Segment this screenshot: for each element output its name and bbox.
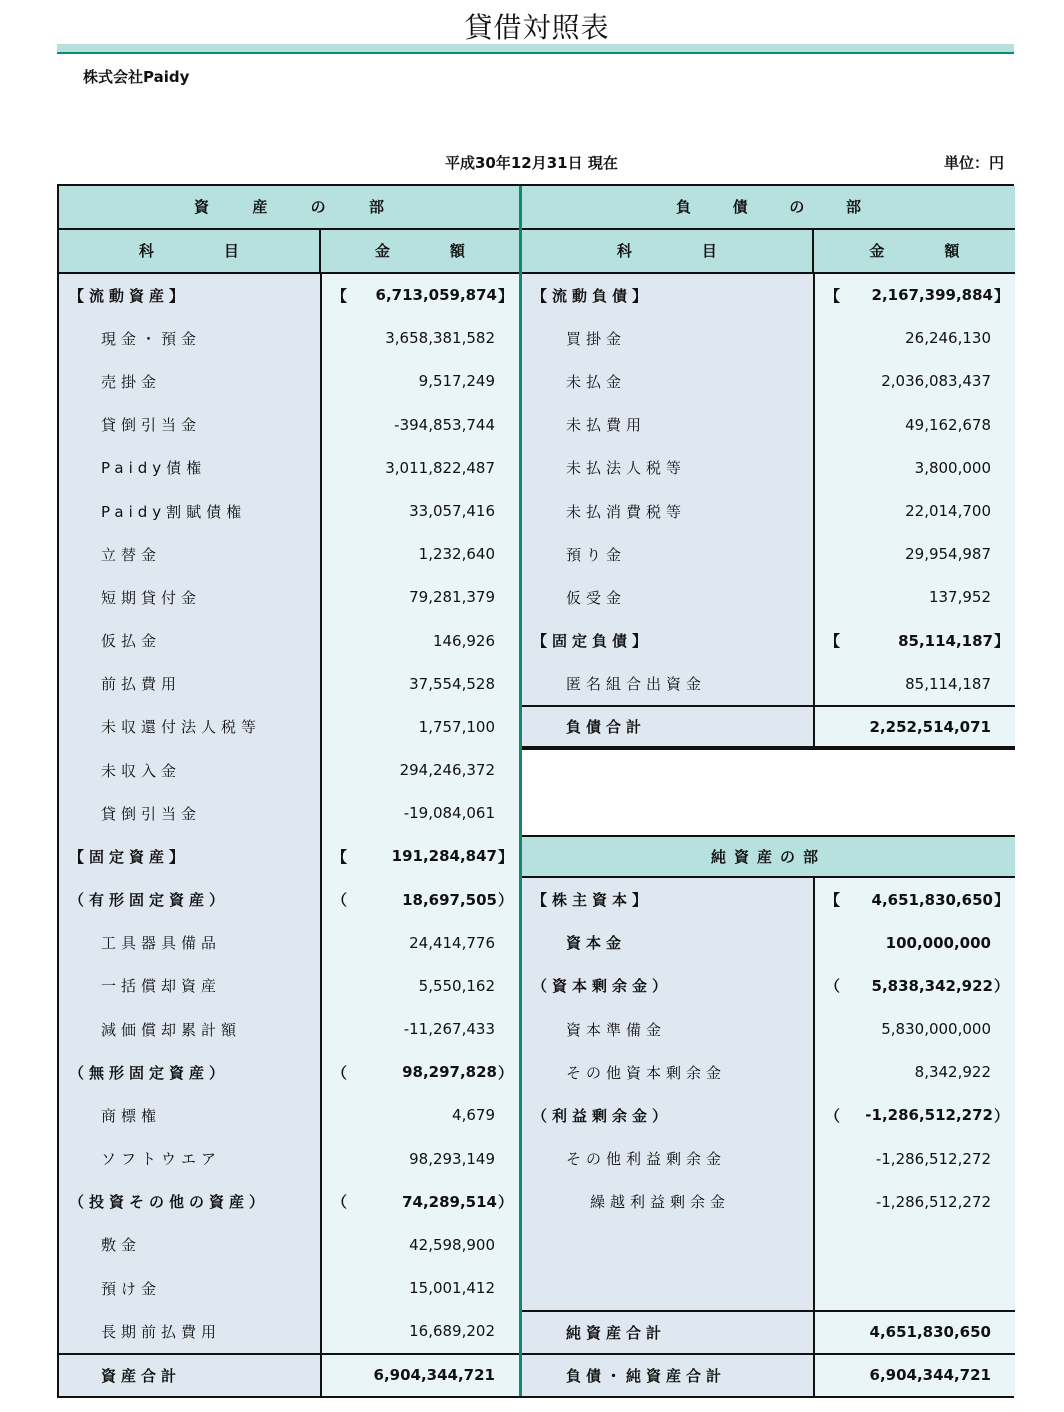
amount-cell	[320, 835, 519, 878]
item-label: その他資本剰余金	[566, 1063, 727, 1082]
close-bracket: ）	[497, 1063, 513, 1082]
item-label-cell	[522, 360, 813, 403]
amount-value: 85,114,187	[905, 674, 991, 693]
item-label-cell	[522, 1051, 813, 1094]
item-label: 貸倒引当金	[101, 804, 202, 823]
open-bracket: （	[332, 1193, 348, 1212]
amount-value: 2,036,083,437	[881, 372, 991, 391]
assets-column	[59, 186, 522, 1396]
balance-sheet-table	[57, 184, 1014, 1398]
item-label: 売掛金	[101, 372, 162, 391]
item-label: （投資その他の資産）	[69, 1193, 270, 1212]
table-row	[522, 1310, 1015, 1353]
item-label: 純資産合計	[566, 1323, 667, 1342]
item-label-cell	[59, 360, 320, 403]
item-label-cell	[522, 533, 813, 576]
amount-cell	[813, 619, 1015, 662]
table-row	[522, 274, 1015, 317]
close-bracket: ）	[497, 891, 513, 910]
item-label: 未払消費税等	[566, 502, 687, 521]
item-label-cell	[59, 705, 320, 748]
amount-value: -11,267,433	[403, 1020, 495, 1039]
item-label: 預り金	[566, 545, 627, 564]
table-row	[59, 1094, 519, 1137]
item-label: 前払費用	[101, 675, 182, 694]
close-bracket: 】	[993, 632, 1009, 651]
table-row	[522, 403, 1015, 446]
item-label-cell	[59, 446, 320, 489]
amount-cell	[813, 1355, 1015, 1396]
table-row	[59, 748, 519, 791]
amount-value: 8,342,922	[914, 1063, 991, 1082]
item-label-cell	[59, 878, 320, 921]
table-row	[522, 705, 1015, 748]
amount-cell	[320, 446, 519, 489]
table-row	[59, 964, 519, 1007]
amount-cell	[813, 576, 1015, 619]
item-label: その他利益剰余金	[566, 1150, 727, 1169]
amount-cell	[813, 1137, 1015, 1180]
amount-cell	[813, 1267, 1015, 1310]
item-label: 【流動負債】	[532, 286, 653, 305]
amount-cell	[320, 533, 519, 576]
table-row	[59, 274, 519, 317]
amount-cell	[320, 1007, 519, 1050]
table-row	[59, 1267, 519, 1310]
item-label-cell	[522, 403, 813, 446]
table-row	[59, 489, 519, 532]
table-row	[522, 533, 1015, 576]
item-label: 負債・純資産合計	[566, 1366, 727, 1385]
item-label-cell	[59, 792, 320, 835]
table-row	[522, 1051, 1015, 1094]
table-row	[522, 619, 1015, 662]
amount-cell	[320, 748, 519, 791]
item-label-cell	[59, 835, 320, 878]
table-row	[59, 1310, 519, 1353]
item-label-cell	[59, 1267, 320, 1310]
amount-cell	[813, 1008, 1015, 1051]
label-char: 債	[732, 198, 748, 217]
title-band	[57, 44, 1014, 52]
amount-value: 3,658,381,582	[385, 329, 495, 348]
liabilities-column-headers	[522, 230, 1015, 274]
amount-value: 4,651,830,650	[869, 1323, 991, 1342]
amount-cell	[320, 792, 519, 835]
liabilities-column	[522, 186, 1015, 1396]
item-label: 繰越利益剰余金	[590, 1193, 731, 1212]
table-row	[59, 835, 519, 878]
item-label-cell	[522, 1180, 813, 1223]
item-label-cell	[59, 1355, 320, 1396]
amount-cell	[320, 1223, 519, 1266]
table-row	[59, 317, 519, 360]
item-label-cell	[522, 707, 813, 746]
amount-cell	[320, 1051, 519, 1094]
amount-value: 85,114,187	[898, 631, 993, 650]
item-label: （資本剰余金）	[532, 977, 673, 996]
item-label-cell	[59, 1223, 320, 1266]
amount-value: -1,286,512,272	[875, 1192, 991, 1211]
amount-cell	[813, 921, 1015, 964]
item-label: 匿名組合出資金	[566, 675, 707, 694]
item-label-cell	[522, 274, 813, 317]
amount-value: 79,281,379	[409, 588, 495, 607]
amount-cell	[813, 1223, 1015, 1266]
item-label-cell	[522, 1137, 813, 1180]
item-label-cell	[522, 964, 813, 1007]
table-row	[522, 360, 1015, 403]
amount-cell	[320, 1137, 519, 1180]
amount-value: 137,952	[928, 588, 991, 607]
item-label-cell	[522, 1008, 813, 1051]
item-label: 預け金	[101, 1279, 162, 1298]
as-of-date: 平成30年12月31日 現在	[445, 154, 618, 172]
open-bracket: （	[825, 1106, 841, 1125]
item-label: 一括償却資産	[101, 977, 222, 996]
net-assets-section-header	[522, 835, 1015, 878]
item-label: 長期前払費用	[101, 1322, 222, 1341]
amount-value: 4,679	[452, 1106, 495, 1125]
close-bracket: 】	[993, 286, 1009, 305]
item-header	[617, 240, 717, 261]
item-label: 仮受金	[566, 588, 627, 607]
amount-cell	[813, 274, 1015, 317]
item-label-cell	[59, 489, 320, 532]
amount-cell	[320, 274, 519, 317]
item-label-cell	[59, 317, 320, 360]
amount-cell	[320, 1267, 519, 1310]
label-char: の	[789, 198, 805, 217]
item-label: 【固定負債】	[532, 632, 653, 651]
amount-value: -1,286,512,272	[875, 1149, 991, 1168]
amount-cell	[320, 921, 519, 964]
amount-cell	[813, 360, 1015, 403]
item-label: （利益剰余金）	[532, 1106, 673, 1125]
liabilities-header-label	[676, 196, 861, 217]
item-label: 貸倒引当金	[101, 416, 202, 435]
amount-value: 29,954,987	[905, 545, 991, 564]
amount-cell	[320, 619, 519, 662]
amount-cell	[320, 1180, 519, 1223]
amount-value: 42,598,900	[409, 1235, 495, 1254]
amount-cell	[813, 1312, 1015, 1353]
amount-cell	[813, 878, 1015, 921]
item-label-cell	[522, 317, 813, 360]
close-bracket: 】	[993, 891, 1009, 910]
item-label: 立替金	[101, 545, 162, 564]
item-label-cell	[522, 1223, 813, 1266]
item-label: 未収還付法人税等	[101, 718, 262, 737]
amount-cell	[813, 1051, 1015, 1094]
amount-value: 5,838,342,922	[871, 976, 993, 995]
open-bracket: 【	[332, 286, 348, 305]
amount-value: 146,926	[432, 631, 495, 650]
item-label-cell	[522, 1312, 813, 1353]
label-char: の	[310, 198, 326, 217]
item-label: 【流動資産】	[69, 286, 190, 305]
item-label-cell	[522, 489, 813, 532]
amount-cell	[813, 317, 1015, 360]
close-bracket: ）	[993, 977, 1009, 996]
item-label: 商標権	[101, 1106, 162, 1125]
table-row	[522, 662, 1015, 705]
amount-value: 9,517,249	[418, 372, 495, 391]
table-row	[59, 1223, 519, 1266]
table-row	[59, 705, 519, 748]
company-name: 株式会社Paidy	[83, 68, 190, 86]
amount-value: 37,554,528	[409, 674, 495, 693]
table-row	[522, 964, 1015, 1007]
label-char: 金	[869, 242, 885, 261]
amount-cell	[320, 403, 519, 446]
table-row	[522, 1353, 1015, 1396]
amount-value: 3,011,822,487	[385, 458, 495, 477]
amount-value: 33,057,416	[409, 502, 495, 520]
table-row	[59, 662, 519, 705]
table-row	[522, 921, 1015, 964]
amount-cell	[813, 1094, 1015, 1137]
item-label-cell	[59, 619, 320, 662]
amount-value: -19,084,061	[403, 804, 495, 823]
item-label: （無形固定資産）	[69, 1063, 230, 1082]
amount-cell	[813, 489, 1015, 532]
amount-value: 3,800,000	[914, 458, 991, 477]
amount-cell	[320, 489, 519, 532]
close-bracket: ）	[497, 1193, 513, 1212]
assets-header-label	[194, 196, 384, 217]
table-row	[59, 792, 519, 835]
item-label-cell	[522, 576, 813, 619]
amount-cell	[320, 878, 519, 921]
amount-cell	[813, 1180, 1015, 1223]
table-row	[59, 619, 519, 662]
amount-value: 6,713,059,874	[375, 286, 497, 305]
table-row	[522, 1137, 1015, 1180]
amount-value: 100,000,000	[885, 933, 991, 952]
amount-value: 191,284,847	[391, 847, 497, 866]
table-row	[59, 533, 519, 576]
table-row	[59, 878, 519, 921]
item-label: 【固定資産】	[69, 847, 190, 866]
item-label: 敷金	[101, 1236, 142, 1255]
item-label: 短期貸付金	[101, 588, 202, 607]
close-bracket: 】	[497, 847, 513, 866]
label-char: 目	[223, 242, 239, 261]
table-row	[59, 360, 519, 403]
amount-cell	[320, 1310, 519, 1353]
amount-value: 5,830,000,000	[881, 1020, 991, 1039]
table-row	[522, 878, 1015, 921]
assets-column-headers	[59, 230, 519, 274]
amount-value: 16,689,202	[409, 1322, 495, 1341]
net-assets-header-label: 純資産の部	[710, 847, 826, 866]
amount-value: 98,293,149	[409, 1149, 495, 1168]
item-label-cell	[59, 403, 320, 446]
table-row	[522, 1094, 1015, 1137]
amount-value: 2,167,399,884	[871, 286, 993, 305]
table-row	[522, 1008, 1015, 1051]
table-row	[59, 1353, 519, 1396]
amount-value: 1,232,640	[418, 545, 495, 564]
table-row	[59, 921, 519, 964]
item-label: 未払法人税等	[566, 459, 687, 478]
item-label-cell	[522, 1094, 813, 1137]
amount-value: 1,757,100	[418, 717, 495, 736]
item-label-cell	[59, 748, 320, 791]
item-header	[139, 240, 239, 261]
table-row	[59, 1051, 519, 1094]
label-char: 部	[845, 198, 861, 217]
item-label-cell	[59, 533, 320, 576]
amount-value: -1,286,512,272	[865, 1106, 993, 1125]
amount-cell	[813, 533, 1015, 576]
page-title: 貸借対照表	[464, 11, 610, 44]
table-row	[59, 403, 519, 446]
amount-cell	[320, 576, 519, 619]
unit-label: 単位：円	[944, 154, 1005, 172]
item-label: 資本準備金	[566, 1020, 667, 1039]
table-row	[59, 446, 519, 489]
amount-value: 49,162,678	[905, 415, 991, 434]
item-label-cell	[59, 1051, 320, 1094]
label-char: 科	[616, 242, 632, 261]
item-label: 未払金	[566, 372, 627, 391]
item-label-cell	[522, 619, 813, 662]
amount-value: 15,001,412	[409, 1279, 495, 1298]
item-label-cell	[59, 1310, 320, 1353]
item-label: Paidy割賦債権	[101, 502, 247, 521]
assets-section-header	[59, 186, 519, 230]
item-label: Paidy債権	[101, 459, 207, 478]
amount-cell	[320, 1094, 519, 1137]
item-label: 【株主資本】	[532, 891, 653, 910]
item-label: 未払費用	[566, 416, 647, 435]
amount-cell	[320, 705, 519, 748]
empty-row	[522, 1223, 1015, 1266]
table-row	[59, 1137, 519, 1180]
label-char: 額	[944, 242, 960, 261]
item-label: 工具器具備品	[101, 934, 222, 953]
empty-row	[522, 1267, 1015, 1310]
amount-value: 6,904,344,721	[869, 1366, 991, 1385]
amount-cell	[813, 403, 1015, 446]
label-char: 資	[194, 198, 210, 217]
table-row	[522, 317, 1015, 360]
table-row	[59, 1007, 519, 1050]
amount-value: 22,014,700	[905, 502, 991, 520]
item-label: ソフトウエア	[101, 1150, 222, 1169]
item-label-cell	[59, 1007, 320, 1050]
amount-cell	[813, 446, 1015, 489]
item-label-cell	[522, 878, 813, 921]
item-label-cell	[59, 964, 320, 1007]
label-char: 額	[449, 242, 465, 261]
item-label: （有形固定資産）	[69, 891, 230, 910]
table-row	[522, 489, 1015, 532]
table-row	[522, 1180, 1015, 1223]
item-label-cell	[59, 1180, 320, 1223]
item-label: 現金・預金	[101, 329, 202, 348]
item-label: 未収入金	[101, 761, 182, 780]
amount-value: 6,904,344,721	[373, 1366, 495, 1385]
amount-value: 98,297,828	[402, 1063, 497, 1082]
amount-cell	[320, 1355, 519, 1396]
close-bracket: 】	[497, 286, 513, 305]
table-row	[522, 446, 1015, 489]
label-char: 科	[138, 242, 154, 261]
amount-cell	[320, 360, 519, 403]
amount-value: 24,414,776	[409, 933, 495, 952]
amount-cell	[813, 964, 1015, 1007]
close-bracket: ）	[993, 1106, 1009, 1125]
item-label: 負債合計	[566, 718, 647, 737]
amount-value: -394,853,744	[394, 415, 495, 434]
item-label-cell	[522, 662, 813, 705]
amount-value: 4,651,830,650	[871, 890, 993, 909]
item-label-cell	[59, 576, 320, 619]
item-label-cell	[522, 1267, 813, 1310]
open-bracket: （	[332, 1063, 348, 1082]
table-row	[522, 576, 1015, 619]
item-label-cell	[59, 921, 320, 964]
blank-space	[522, 748, 1015, 834]
item-label-cell	[59, 662, 320, 705]
label-char: 産	[252, 198, 268, 217]
label-char: 負	[676, 198, 692, 217]
amount-cell	[813, 707, 1015, 746]
open-bracket: 【	[332, 847, 348, 866]
open-bracket: （	[825, 977, 841, 996]
amount-cell	[320, 662, 519, 705]
amount-cell	[320, 964, 519, 1007]
item-label-cell	[59, 1137, 320, 1180]
liabilities-section-header	[522, 186, 1015, 230]
open-bracket: （	[332, 891, 348, 910]
table-row	[59, 576, 519, 619]
item-label: 資産合計	[101, 1366, 182, 1385]
item-label: 買掛金	[566, 329, 627, 348]
amount-cell	[320, 317, 519, 360]
amount-value: 2,252,514,071	[869, 717, 991, 736]
amount-value: 26,246,130	[905, 329, 991, 348]
item-label: 仮払金	[101, 632, 162, 651]
label-char: 金	[374, 242, 390, 261]
amount-value: 5,550,162	[418, 976, 495, 995]
amount-value: 74,289,514	[402, 1192, 497, 1211]
item-label-cell	[59, 1094, 320, 1137]
item-label: 減価償却累計額	[101, 1020, 242, 1039]
item-label-cell	[522, 1355, 813, 1396]
item-label: 資本金	[566, 934, 627, 953]
item-label-cell	[59, 274, 320, 317]
amount-value: 18,697,505	[402, 890, 497, 909]
item-label-cell	[522, 921, 813, 964]
amount-value: 294,246,372	[399, 761, 495, 780]
item-label-cell	[522, 446, 813, 489]
amount-header	[869, 240, 959, 261]
amount-header	[375, 240, 465, 261]
label-char: 部	[368, 198, 384, 217]
table-row	[59, 1180, 519, 1223]
label-char: 目	[701, 242, 717, 261]
amount-cell	[813, 662, 1015, 705]
open-bracket: 【	[825, 632, 841, 651]
title-rule	[57, 52, 1014, 54]
open-bracket: 【	[825, 891, 841, 910]
open-bracket: 【	[825, 286, 841, 305]
